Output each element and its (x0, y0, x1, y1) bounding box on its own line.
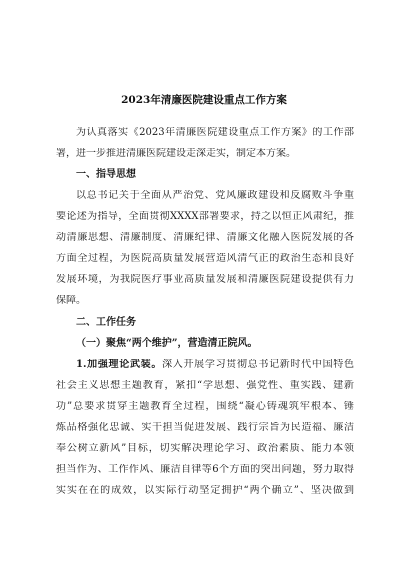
document-title: 2023年清廉医院建设重点工作方案 (121, 94, 287, 106)
section-2-heading: 二、工作任务 (76, 317, 136, 328)
item-1-line-1 (76, 359, 354, 371)
item-1-line-2: 社会主义思想主题教育，紧扣“学思想、强党性、重实践、建新 (56, 380, 354, 391)
section-1-line-4: 方面全过程，为医院高质量发展营造风清气正的政治生态和良好 (56, 253, 354, 264)
intro-line-1: 为认真落实《2023年清廉医院建设重点工作方案》的工作部 (76, 127, 354, 138)
section-1-line-3: 动清廉思想、清廉制度、清廉纪律、清廉文化融入医院发展的各 (56, 232, 354, 243)
item-1-line-3: 功”总要求贯穿主题教育全过程，围绕“凝心铸魂筑牢根本、锤 (56, 401, 354, 412)
item-1-line-4: 炼品格强化忠诚、实干担当促进发展、践行宗旨为民造福、廉洁 (56, 422, 354, 433)
section-1-heading: 一、指导思想 (76, 169, 136, 180)
section-1-line-1: 以总书记关于全面从严治党、党风廉政建设和反腐败斗争重 (76, 190, 354, 201)
intro-line-2: 署，进一步推进清廉医院建设走深走实，制定本方案。 (56, 148, 296, 159)
section-1-line-5: 发展环境，为我院医疗事业高质量发展和清廉医院建设提供有力 (56, 274, 354, 285)
item-1-line-7: 实实在在的成效，以实际行动坚定拥护“两个确立”、坚决做到 (56, 485, 354, 496)
section-1-line-6: 保障。 (56, 295, 86, 306)
section-1-line-2: 要论述为指导，全面贯彻XXXX部署要求，持之以恒正风肃纪，推 (56, 211, 354, 222)
item-1-label: 1.加强理论武装。 (76, 359, 163, 370)
item-1-line-5: 奉公树立新风”目标，切实解决理论学习、政治素质、能力本领 (56, 443, 354, 454)
subsection-1-heading: （一）聚焦“两个维护”，营造清正院风。 (76, 338, 258, 349)
item-1-text: 深入开展学习贯彻总书记新时代中国特色 (162, 359, 354, 370)
item-1-line-6: 担当作为、工作作风、廉洁自律等6个方面的突出问题，努力取得 (56, 464, 354, 475)
